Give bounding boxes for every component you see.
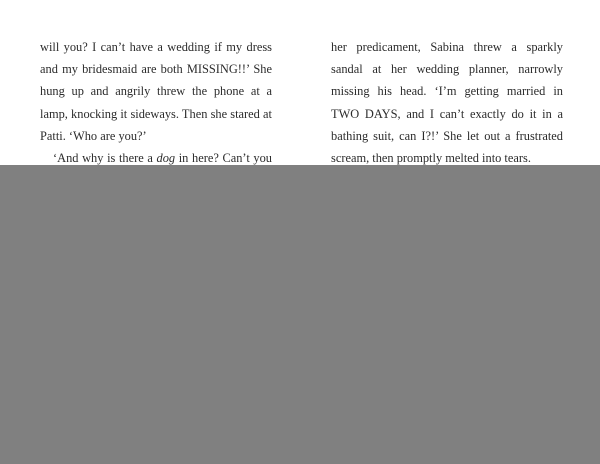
left-paragraph-1: will you? I can’t have a wedding if my dress and my bridesmaid are both MISSING!!’ She hung up and angrily threw the phone at a lamp, knocking it sideways. Then she stared at Patti. ‘Who are you?’ [40, 40, 272, 143]
emphasized-word: dog [156, 151, 176, 166]
left-paragraph-2-end: in here? Can’t you [178, 151, 272, 166]
right-paragraph-1: her predicament, Sabina threw a sparkly sandal at her wedding planner, narrowly missing his head. ‘I’m getting married in TWO DAYS, and I can’t exactly do it in a bathing suit, can I?!’ She let out a frustrated scream, then promptly melted into tears. [331, 40, 563, 166]
left-paragraph-2-start: ‘And why is there a [53, 151, 157, 166]
gray-redaction-overlay [0, 165, 600, 464]
